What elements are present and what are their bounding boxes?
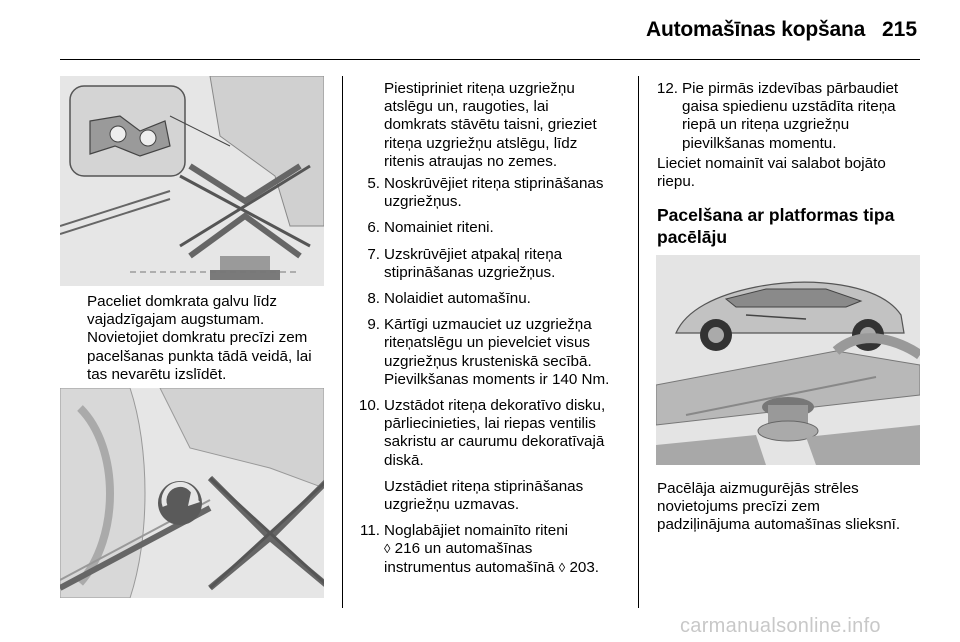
text-line: Noskrūvējiet riteņa stiprināšanas	[384, 175, 604, 192]
jack-positioning-illustration	[60, 76, 324, 286]
jack-positioning-drawing	[60, 76, 324, 286]
text-line: uzgriežņu uzmavas.	[384, 496, 520, 514]
text-line: diskā.	[384, 451, 424, 469]
reference-page: 216	[394, 540, 421, 558]
reference-page: 203.	[569, 558, 599, 576]
text-line: gaisa spiedienu uzstādīta riteņa	[682, 98, 896, 116]
text-line: Uzstādot riteņa dekoratīvo disku,	[384, 397, 606, 415]
text-line: tas nevarētu izslīdēt.	[87, 365, 227, 383]
column-divider-1	[342, 76, 343, 608]
text-line: Nomainiet riteni.	[384, 219, 494, 237]
text-line: Pie pirmās izdevības pārbaudiet	[682, 80, 899, 97]
text-line: riteņatslēgu un pievelciet visus	[384, 334, 590, 352]
procedure-steps-continued	[656, 80, 899, 161]
text-line: sakristu ar caurumu dekoratīvajā	[384, 433, 605, 451]
platform-lift-drawing	[656, 255, 920, 465]
text-line: padziļinājuma automašīnas slieksnī.	[657, 516, 901, 534]
wheel-wrench-drawing	[60, 388, 324, 598]
text-line: Piestipriniet riteņa uzgriežņu	[384, 80, 575, 97]
text-line: pievilkšanas momentu.	[682, 134, 837, 152]
text-line: un automašīnas	[424, 540, 533, 558]
cross-reference-link[interactable]	[569, 559, 599, 576]
text-line: ritenis atraujas no zemes.	[384, 152, 558, 170]
step-number: 11.	[360, 522, 380, 540]
text-line: Pievilkšanas moments ir 140 Nm.	[384, 370, 610, 388]
text-line: Noglabājiet nomainīto riteni	[384, 522, 569, 540]
text-line: instrumentus automašīnā	[384, 558, 555, 576]
step-number: 12.	[656, 80, 678, 97]
wheel-wrench-illustration	[60, 388, 324, 598]
text-line: Paceliet domkrata galvu līdz	[87, 293, 277, 310]
step-number: 5.	[367, 175, 380, 192]
heading-line: Pacelšana ar platformas tipa	[657, 205, 895, 225]
step-number: 10.	[358, 397, 380, 415]
platform-lift-illustration	[656, 255, 920, 465]
step-number: 9.	[367, 316, 380, 334]
list-item	[358, 397, 609, 514]
text-line: pacelšanas punkta tādā veidā, lai	[87, 347, 312, 365]
step-number: 6.	[367, 219, 380, 237]
lift-arm-caption	[657, 480, 900, 535]
column-divider-2	[638, 76, 639, 608]
text-line: uzgriežņus.	[384, 193, 462, 211]
page-title: Automašīnas kopšana	[646, 18, 866, 41]
step-number: 8.	[367, 290, 380, 308]
wrench-instructions	[384, 80, 597, 171]
jack-raise-instructions	[87, 293, 312, 384]
text-line: Nolaidiet automašīnu.	[384, 290, 531, 308]
text-line: Novietojiet domkratu precīzi zem	[87, 329, 308, 347]
text-line: domkrats stāvētu taisni, grieziet	[384, 116, 597, 134]
text-line: riteņa uzgriežņu atslēgu, līdz	[384, 134, 578, 152]
text-line: Pacēlāja aizmugurējās strēles	[657, 480, 859, 497]
text-line: riepu.	[657, 173, 695, 191]
list-item	[367, 219, 609, 237]
list-item	[367, 290, 609, 308]
header-divider	[60, 59, 920, 60]
site-watermark: carmanualsonline.info	[680, 615, 881, 637]
text-line: pārliecinieties, lai riepas ventilis	[384, 415, 596, 433]
page-number: 215	[882, 18, 918, 41]
text-line: Kārtīgi uzmauciet uz uzgriežņa	[384, 316, 592, 334]
list-item	[367, 316, 610, 389]
list-item	[367, 245, 609, 282]
text-line: vajadzīgajam augstumam.	[87, 311, 265, 329]
step-number: 7.	[367, 245, 380, 263]
text-line: Uzskrūvējiet atpakaļ riteņa	[384, 245, 563, 263]
text-line: atslēgu un, raugoties, lai	[384, 98, 549, 116]
text-line: riepā un riteņa uzgriežņu	[682, 116, 850, 134]
list-item	[360, 522, 609, 577]
list-item	[656, 80, 899, 153]
text-line: Lieciet nomainīt vai salabot bojāto	[657, 155, 886, 172]
list-item	[367, 175, 609, 211]
text-line: stiprināšanas uzgriežņus.	[384, 263, 556, 281]
procedure-steps	[358, 175, 610, 585]
tyre-repair-note	[657, 155, 886, 191]
cross-reference-link[interactable]	[395, 540, 420, 557]
pointer-triangle-icon: ◊	[558, 559, 566, 575]
heading-line: pacēlāju	[657, 227, 728, 247]
pointer-triangle-icon: ◊	[384, 541, 391, 557]
text-line: uzgriežņus krusteniskā secībā.	[384, 352, 592, 370]
section-heading	[657, 204, 894, 248]
text-line: Uzstādiet riteņa stiprināšanas	[384, 477, 584, 495]
text-line: novietojums precīzi zem	[657, 498, 820, 516]
